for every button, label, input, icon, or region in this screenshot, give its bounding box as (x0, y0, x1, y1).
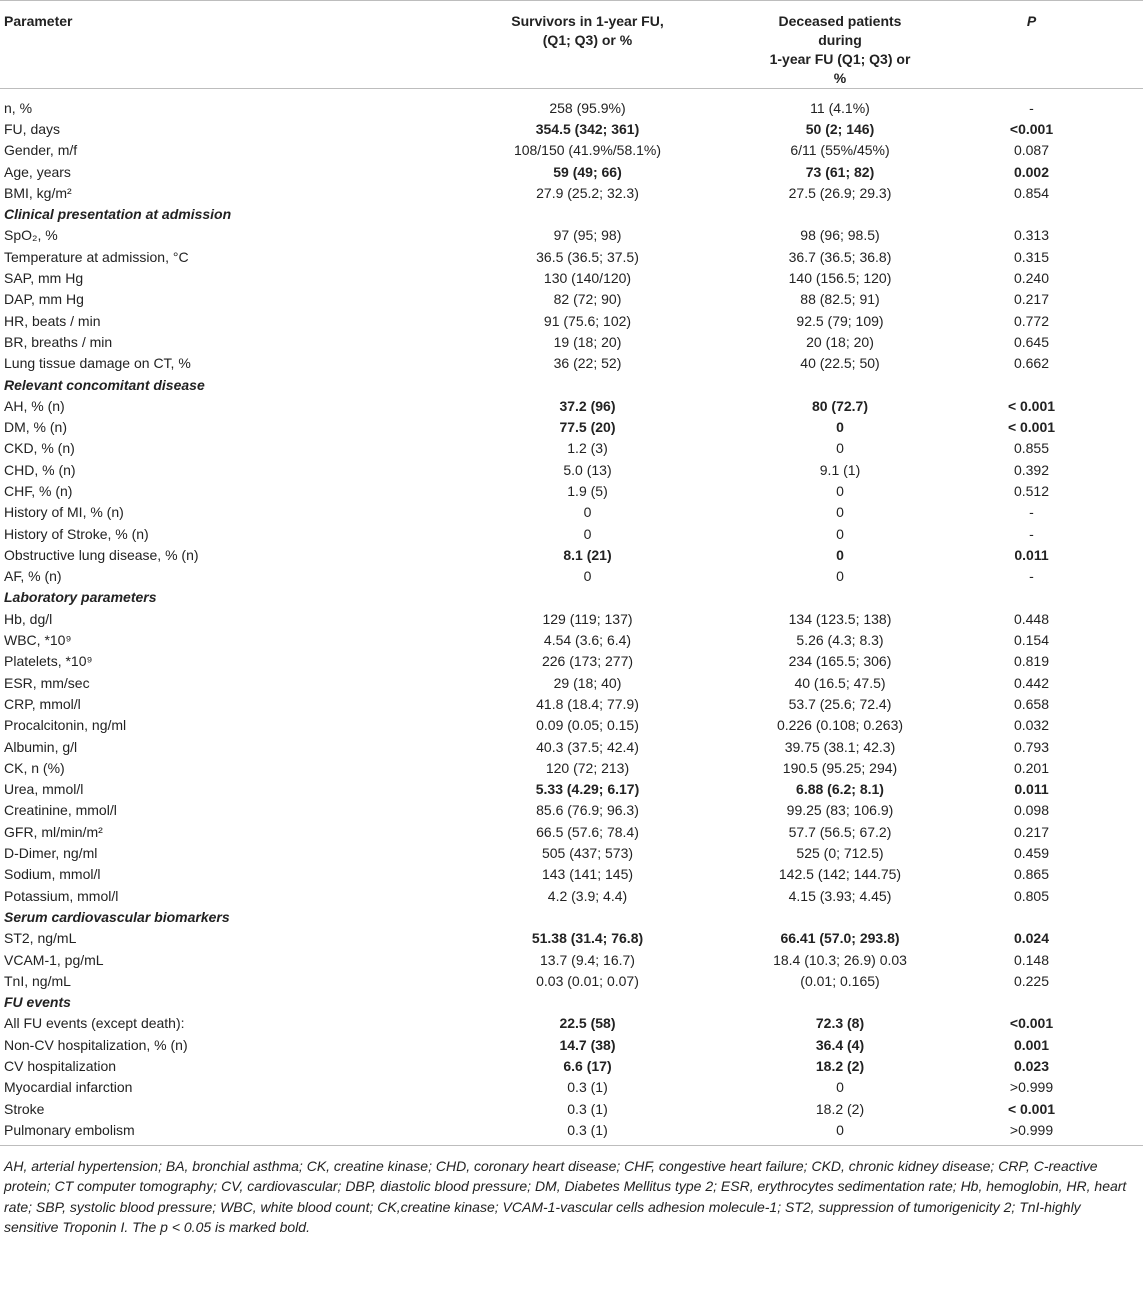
deceased-value: 525 (0; 712.5) (796, 845, 884, 862)
survivors-value: 37.2 (96) (559, 397, 616, 414)
row-label: ESR, mm/sec (4, 674, 90, 691)
table-row (0, 970, 1143, 991)
p-value: 0.032 (1013, 717, 1050, 734)
survivors-value: 130 (140/120) (543, 270, 632, 287)
table-row (0, 693, 1143, 714)
table-row (0, 161, 1143, 182)
deceased-value: 0 (836, 525, 844, 542)
table-row (0, 1055, 1143, 1076)
table-row (0, 608, 1143, 629)
table-row (0, 928, 1143, 949)
deceased-value: 98 (96; 98.5) (800, 227, 880, 244)
deceased-value: 9.1 (1) (819, 461, 861, 478)
survivors-value: 8.1 (21) (563, 546, 612, 563)
p-value: 0.819 (1013, 653, 1050, 670)
p-value: < 0.001 (1007, 1100, 1056, 1117)
table-body (0, 89, 1143, 1146)
deceased-value: 99.25 (83; 106.9) (786, 802, 894, 819)
deceased-value: 20 (18; 20) (806, 333, 874, 350)
survivors-value: 77.5 (20) (559, 419, 616, 436)
table-row (0, 118, 1143, 139)
p-value: 0.225 (1013, 972, 1050, 989)
header-deceased-line2: 1-year FU (Q1; Q3) or % (769, 51, 911, 86)
deceased-value: 0 (836, 419, 844, 436)
deceased-value: 6/11 (55%/45%) (790, 142, 890, 159)
p-value: 0.098 (1013, 802, 1050, 819)
section-header (0, 587, 1143, 608)
survivors-value: 51.38 (31.4; 76.8) (531, 930, 644, 947)
row-label: SpO₂, % (4, 227, 58, 244)
row-label: HR, beats / min (4, 312, 101, 329)
p-value: - (1029, 504, 1034, 521)
p-value: 0.448 (1013, 610, 1050, 627)
header-deceased-line1: Deceased patients during (778, 13, 902, 48)
deceased-value: 18.2 (2) (815, 1058, 865, 1074)
table-header (0, 1, 1143, 89)
survivors-value: 129 (119; 137) (542, 610, 633, 627)
table-row (0, 629, 1143, 650)
p-value: 0.154 (1013, 632, 1050, 649)
p-value: 0.023 (1013, 1058, 1050, 1074)
table-row (0, 864, 1143, 885)
survivors-value: 36 (22; 52) (553, 355, 622, 372)
table-footnote: AH, arterial hypertension; BA, bronchial asthma; CK, creatine kinase; CHD, coronary heart disease; CHF, congestive heart failure; CKD, chronic kidney disease; CRP, C-reactive protein; CT computer tomography; CV, cardiovascular; DBP, diastolic blood pressure; DM, Diabetes Mellitus type 2; ESR, erythrocytes sedimentation rate; Hb, hemoglobin, HR, heart rate; SBP, systolic blood pressure; WBC, white blood count; CK,creatine kinase; VCAM-1-vascular cells adhesion molecule-1; ST2, suppression of tumorigenicity 2; TnI-highly sensitive Troponin I. The p < 0.05 is marked bold. (4, 1157, 1127, 1236)
table-row (0, 1119, 1143, 1145)
table-row (0, 949, 1143, 970)
p-value: < 0.001 (1007, 419, 1056, 436)
deceased-value: 18.4 (10.3; 26.9) 0.03 (773, 951, 907, 968)
survivors-value: 0.3 (1) (415, 1119, 760, 1145)
row-label: History of Stroke, % (n) (4, 525, 149, 542)
row-label: Obstructive lung disease, % (n) (4, 546, 199, 563)
deceased-value: 73 (61; 82) (805, 163, 875, 180)
table-row (0, 225, 1143, 246)
section-title: Clinical presentation at admission (4, 206, 232, 223)
row-label: Platelets, *10⁹ (4, 653, 93, 670)
deceased-value: 0 (760, 1119, 920, 1145)
deceased-value: 40 (16.5; 47.5) (794, 674, 886, 691)
deceased-value: 5.26 (4.3; 8.3) (796, 632, 884, 649)
row-label: D-Dimer, ng/ml (4, 845, 98, 862)
section-header (0, 906, 1143, 927)
p-value: 0.201 (1013, 759, 1050, 776)
table-row (0, 140, 1143, 161)
row-label: All FU events (except death): (4, 1015, 185, 1032)
deceased-value: 234 (165.5; 306) (788, 653, 892, 670)
row-label: CKD, % (n) (4, 440, 75, 457)
section-title: Serum cardiovascular biomarkers (4, 908, 230, 925)
survivors-value: 5.33 (4.29; 6.17) (535, 781, 640, 798)
p-value: 0.002 (1013, 163, 1050, 180)
deceased-value: 0 (836, 546, 844, 563)
survivors-value: 4.54 (3.6; 6.4) (543, 632, 632, 649)
deceased-value: 142.5 (142; 144.75) (778, 866, 902, 883)
survivors-value: 0 (583, 568, 592, 585)
survivors-value: 85.6 (76.9; 96.3) (536, 802, 639, 819)
p-value: - (1029, 99, 1034, 116)
deceased-value: 66.41 (57.0; 293.8) (780, 930, 900, 947)
survivors-value: 5.0 (13) (563, 461, 612, 478)
p-value: 0.024 (1013, 930, 1050, 947)
section-header (0, 203, 1143, 224)
table-row (0, 459, 1143, 480)
p-value: 0.459 (1013, 845, 1050, 862)
survivors-value: 1.9 (5) (567, 482, 608, 499)
table-row (0, 715, 1143, 736)
table-row (0, 842, 1143, 863)
deceased-value: 18.2 (2) (815, 1100, 865, 1117)
survivors-value: 41.8 (18.4; 77.9) (536, 695, 639, 712)
table-row (0, 267, 1143, 288)
row-label: Non-CV hospitalization, % (n) (4, 1036, 188, 1053)
survivors-value: 29 (18; 40) (553, 674, 622, 691)
header-deceased (760, 1, 920, 89)
deceased-value: 36.4 (4) (815, 1036, 865, 1053)
table-row (0, 331, 1143, 352)
header-p-value: P (920, 1, 1143, 89)
deceased-value: 0 (836, 440, 844, 457)
survivors-value: 36.5 (36.5; 37.5) (536, 248, 639, 265)
p-value: 0.148 (1013, 951, 1050, 968)
p-value: 0.855 (1013, 440, 1050, 457)
row-label: WBC, *10⁹ (4, 632, 72, 649)
survivors-value: 226 (173; 277) (541, 653, 634, 670)
table-row (0, 1013, 1143, 1034)
deceased-value: 6.88 (6.2; 8.1) (796, 781, 884, 798)
deceased-value: 11 (4.1%) (810, 99, 870, 116)
p-value: 0.392 (1013, 461, 1050, 478)
p-value: 0.240 (1013, 270, 1050, 287)
row-label: Temperature at admission, °C (4, 248, 189, 265)
survivors-value: 66.5 (57.6; 78.4) (536, 823, 639, 840)
header-parameter: Parameter (0, 1, 415, 89)
table-row (0, 1034, 1143, 1055)
table-row (0, 353, 1143, 374)
table-row (0, 89, 1143, 119)
row-label: BR, breaths / min (4, 333, 113, 350)
survivors-value: 0 (583, 504, 592, 521)
row-label: Lung tissue damage on CT, % (4, 355, 191, 372)
row-label: History of MI, % (n) (4, 504, 124, 521)
table-row (0, 885, 1143, 906)
p-value: 0.865 (1013, 866, 1050, 883)
survivors-value: 143 (141; 145) (541, 866, 634, 883)
survivors-value: 0.3 (1) (567, 1100, 608, 1117)
row-label: CHF, % (n) (4, 482, 73, 499)
table-row (0, 480, 1143, 501)
table-row (0, 779, 1143, 800)
row-label: FU, days (4, 120, 61, 137)
deceased-value: 4.15 (3.93; 4.45) (788, 887, 892, 904)
deceased-value: (0.01; 0.165) (800, 972, 880, 989)
p-value: <0.001 (1009, 120, 1054, 137)
row-label: Urea, mmol/l (4, 781, 84, 798)
table-row (0, 182, 1143, 203)
deceased-value: 0 (836, 1079, 844, 1096)
table-row (0, 757, 1143, 778)
deceased-value: 190.5 (95.25; 294) (782, 759, 898, 776)
p-value: 0.442 (1013, 674, 1050, 691)
row-label: Procalcitonin, ng/ml (4, 717, 127, 734)
deceased-value: 57.7 (56.5; 67.2) (788, 823, 892, 840)
p-value: 0.011 (1014, 546, 1049, 563)
deceased-value: 134 (123.5; 138) (788, 610, 892, 627)
table-row (0, 544, 1143, 565)
deceased-value: 36.7 (36.5; 36.8) (788, 248, 892, 265)
p-value: 0.011 (1014, 781, 1049, 798)
p-value: >0.999 (920, 1119, 1143, 1145)
p-value: 0.805 (1013, 887, 1050, 904)
table-row (0, 502, 1143, 523)
table-row (0, 566, 1143, 587)
row-label: Creatinine, mmol/l (4, 802, 117, 819)
table-row (0, 246, 1143, 267)
section-header (0, 991, 1143, 1012)
row-label: SAP, mm Hg (4, 270, 84, 287)
deceased-value: 140 (156.5; 120) (788, 270, 892, 287)
row-label: AH, % (n) (4, 397, 65, 414)
survivors-value: 354.5 (342; 361) (535, 120, 640, 137)
row-label: ST2, ng/mL (4, 930, 77, 947)
survivors-value: 82 (72; 90) (553, 291, 622, 308)
deceased-value: 0 (836, 568, 844, 585)
p-value: 0.512 (1013, 482, 1050, 499)
row-label: CRP, mmol/l (4, 695, 81, 712)
row-label: Stroke (4, 1100, 45, 1117)
survivors-value: 40.3 (37.5; 42.4) (536, 738, 639, 755)
row-label: Hb, dg/l (4, 610, 53, 627)
row-label: CHD, % (n) (4, 461, 76, 478)
deceased-value: 27.5 (26.9; 29.3) (788, 184, 892, 201)
p-value: 0.217 (1013, 823, 1050, 840)
deceased-value: 0.226 (0.108; 0.263) (776, 717, 904, 734)
section-header (0, 374, 1143, 395)
section-title: Relevant concomitant disease (4, 376, 205, 393)
p-value: 0.087 (1013, 142, 1050, 159)
row-label: TnI, ng/mL (4, 972, 71, 989)
header-survivors (415, 1, 760, 89)
survivors-value: 59 (49; 66) (553, 163, 622, 180)
survivors-value: 108/150 (41.9%/58.1%) (513, 142, 662, 159)
row-label: DM, % (n) (4, 419, 67, 436)
p-value: 0.772 (1013, 312, 1050, 329)
p-value: >0.999 (1009, 1079, 1054, 1096)
p-value: 0.854 (1013, 184, 1050, 201)
survivors-value: 91 (75.6; 102) (543, 312, 632, 329)
p-value: - (1029, 525, 1034, 542)
survivors-value: 4.2 (3.9; 4.4) (547, 887, 628, 904)
survivors-value: 14.7 (38) (559, 1036, 616, 1053)
row-label: AF, % (n) (4, 568, 62, 585)
row-label: Gender, m/f (4, 142, 78, 159)
survivors-value: 0.3 (1) (567, 1079, 608, 1096)
header-survivors-line2: (Q1; Q3) or % (542, 32, 633, 48)
deceased-value: 40 (22.5; 50) (800, 355, 880, 372)
table-row (0, 800, 1143, 821)
survivors-value: 1.2 (3) (567, 440, 608, 457)
table-row (0, 289, 1143, 310)
row-label: CV hospitalization (4, 1058, 117, 1074)
survivors-value: 22.5 (58) (559, 1015, 616, 1032)
deceased-value: 39.75 (38.1; 42.3) (784, 738, 896, 755)
table-row (0, 523, 1143, 544)
row-label: CK, n (%) (4, 759, 65, 776)
table-row (0, 651, 1143, 672)
table-row (0, 438, 1143, 459)
deceased-value: 0 (836, 504, 844, 521)
survivors-value: 97 (95; 98) (553, 227, 622, 244)
section-title: Laboratory parameters (4, 589, 157, 606)
row-label: Albumin, g/l (4, 738, 78, 755)
deceased-value: 88 (82.5; 91) (800, 291, 880, 308)
deceased-value: 80 (72.7) (811, 397, 869, 414)
p-value: 0.313 (1013, 227, 1050, 244)
p-value: - (1029, 568, 1034, 585)
p-value: 0.658 (1013, 695, 1050, 712)
survivors-value: 13.7 (9.4; 16.7) (540, 951, 635, 968)
row-label: Pulmonary embolism (0, 1119, 415, 1145)
p-value: 0.645 (1013, 333, 1050, 350)
p-value: 0.315 (1013, 248, 1050, 265)
header-survivors-line1: Survivors in 1-year FU, (511, 13, 664, 29)
table-row (0, 821, 1143, 842)
survivors-value: 0.09 (0.05; 0.15) (536, 717, 639, 734)
deceased-value: 0 (836, 482, 844, 499)
p-value: 0.793 (1013, 738, 1050, 755)
survivors-value: 19 (18; 20) (553, 333, 622, 350)
survivors-value: 0.03 (0.01; 0.07) (536, 972, 639, 989)
table-row (0, 672, 1143, 693)
deceased-value: 92.5 (79; 109) (796, 312, 884, 329)
survivors-value: 258 (95.9%) (549, 99, 626, 116)
row-label: Myocardial infarction (4, 1079, 133, 1096)
p-value: 0.217 (1013, 291, 1050, 308)
row-label: Potassium, mmol/l (4, 887, 119, 904)
table-row (0, 736, 1143, 757)
row-label: Sodium, mmol/l (4, 866, 101, 883)
table-row (0, 310, 1143, 331)
deceased-value: 72.3 (8) (815, 1015, 865, 1032)
table-row (0, 416, 1143, 437)
row-label: BMI, kg/m² (4, 184, 72, 201)
table-row (0, 1077, 1143, 1098)
deceased-value: 53.7 (25.6; 72.4) (788, 695, 892, 712)
survivors-value: 120 (72; 213) (545, 759, 630, 776)
row-label: n, % (4, 99, 33, 116)
survivors-value: 505 (437; 573) (541, 845, 634, 862)
survivors-value: 27.9 (25.2; 32.3) (536, 184, 639, 201)
row-label: Age, years (4, 163, 71, 180)
p-value: <0.001 (1009, 1015, 1054, 1032)
section-title: FU events (4, 994, 71, 1011)
survivors-value: 6.6 (17) (563, 1058, 612, 1074)
p-value: 0.001 (1013, 1036, 1050, 1053)
table-row (0, 395, 1143, 416)
table-row (0, 1098, 1143, 1119)
row-label: DAP, mm Hg (4, 291, 84, 308)
row-label: VCAM-1, pg/mL (4, 951, 104, 968)
p-value: < 0.001 (1007, 397, 1056, 414)
deceased-value: 50 (2; 146) (805, 120, 875, 137)
survivors-value: 0 (583, 525, 592, 542)
row-label: GFR, ml/min/m² (4, 823, 103, 840)
p-value: 0.662 (1013, 355, 1050, 372)
